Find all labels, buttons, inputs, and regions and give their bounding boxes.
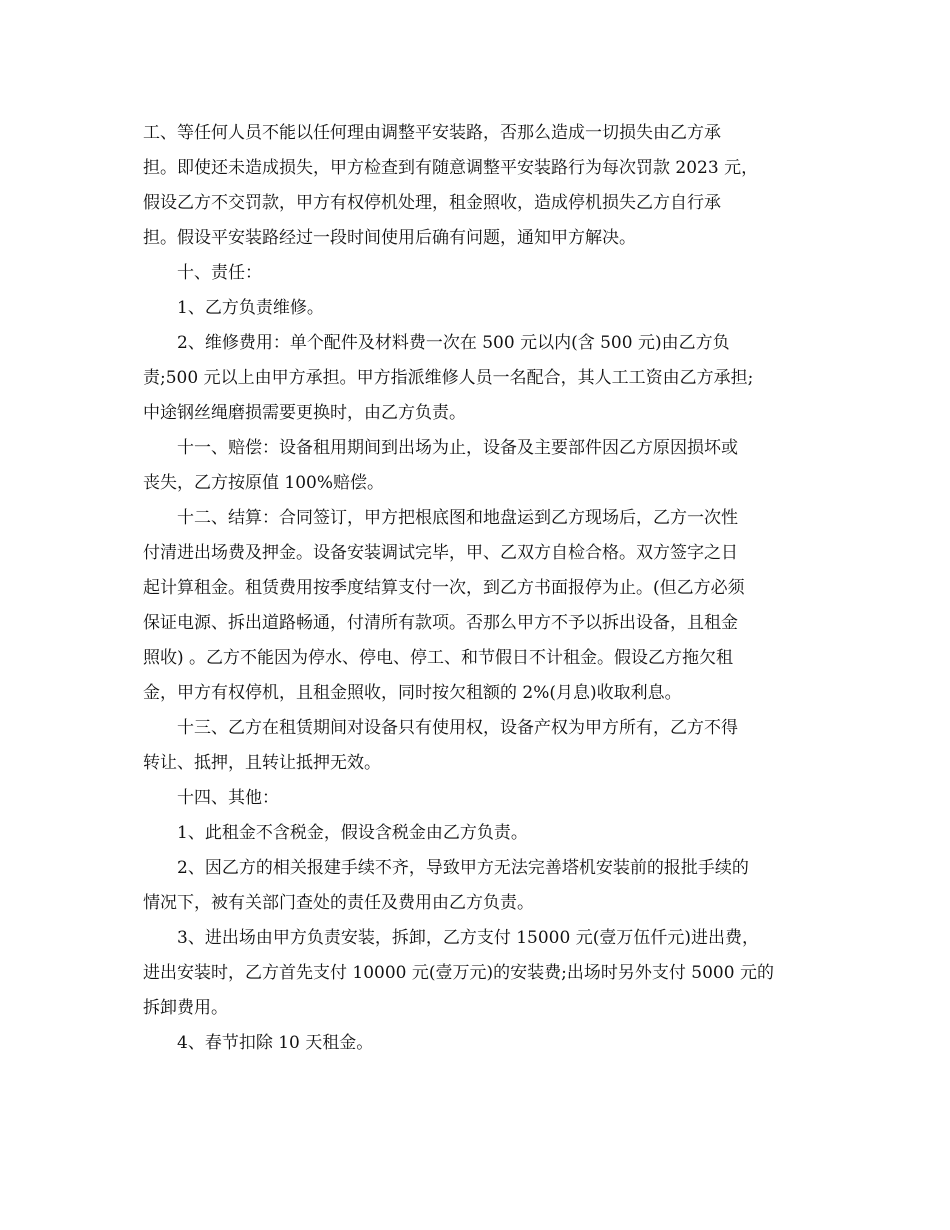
text-line: 2、因乙方的相关报建手续不齐，导致甲方无法完善塔机安装前的报批手续的 [177,858,749,878]
text-line: 照收) 。乙方不能因为停水、停电、停工、和节假日不计租金。假设乙方拖欠租 [143,648,734,668]
text-line: 1、乙方负责维修。 [177,298,324,318]
text-line: 责;500 元以上由甲方承担。甲方指派维修人员一名配合，其人工工资由乙方承担; [143,368,754,388]
text-line: 保证电源、拆出道路畅通，付清所有款项。否那么甲方不予以拆出设备，且租金 [143,613,738,633]
text-line: 担。假设平安装路经过一段时间使用后确有问题，通知甲方解决。 [143,228,636,248]
text-line: 十一、赔偿：设备租用期间到出场为止，设备及主要部件因乙方原因损坏或 [177,438,738,458]
text-line: 拆卸费用。 [143,998,228,1018]
text-line: 工、等任何人员不能以任何理由调整平安装路，否那么造成一切损失由乙方承 [143,123,721,143]
text-line: 十四、其他： [177,788,279,808]
text-line: 1、此租金不含税金，假设含税金由乙方负责。 [177,823,528,843]
text-line: 4、春节扣除 10 天租金。 [177,1033,374,1053]
text-line: 假设乙方不交罚款，甲方有权停机处理，租金照收，造成停机损失乙方自行承 [143,193,721,213]
text-line: 中途钢丝绳磨损需要更换时，由乙方负责。 [143,403,466,423]
text-line: 情况下，被有关部门查处的责任及费用由乙方负责。 [143,893,534,913]
text-line: 3、进出场由甲方负责安装，拆卸，乙方支付 15000 元(壹万伍仟元)进出费， [177,928,759,948]
text-line: 起计算租金。租赁费用按季度结算支付一次，到乙方书面报停为止。(但乙方必须 [143,578,745,598]
text-line: 付清进出场费及押金。设备安装调试完毕，甲、乙双方自检合格。双方签字之日 [143,543,738,563]
text-line: 进出安装时，乙方首先支付 10000 元(壹万元)的安装费;出场时另外支付 5000 元的 [143,963,774,983]
text-line: 转让、抵押，且转让抵押无效。 [143,753,381,773]
text-line: 十、责任： [177,263,262,283]
text-line: 金，甲方有权停机，且租金照收，同时按欠租额的 2%(月息)收取利息。 [143,683,682,703]
contract-text [143,116,815,1061]
text-line: 丧失，乙方按原值 100%赔偿。 [143,473,385,493]
text-line: 担。即使还未造成损失，甲方检查到有随意调整平安装路行为每次罚款 2023 元， [143,158,759,178]
text-line: 2、维修费用：单个配件及材料费一次在 500 元以内(含 500 元)由乙方负 [177,333,730,353]
text-line: 十三、乙方在租赁期间对设备只有使用权，设备产权为甲方所有，乙方不得 [177,718,738,738]
text-line: 十二、结算：合同签订，甲方把根底图和地盘运到乙方现场后，乙方一次性 [177,508,738,528]
